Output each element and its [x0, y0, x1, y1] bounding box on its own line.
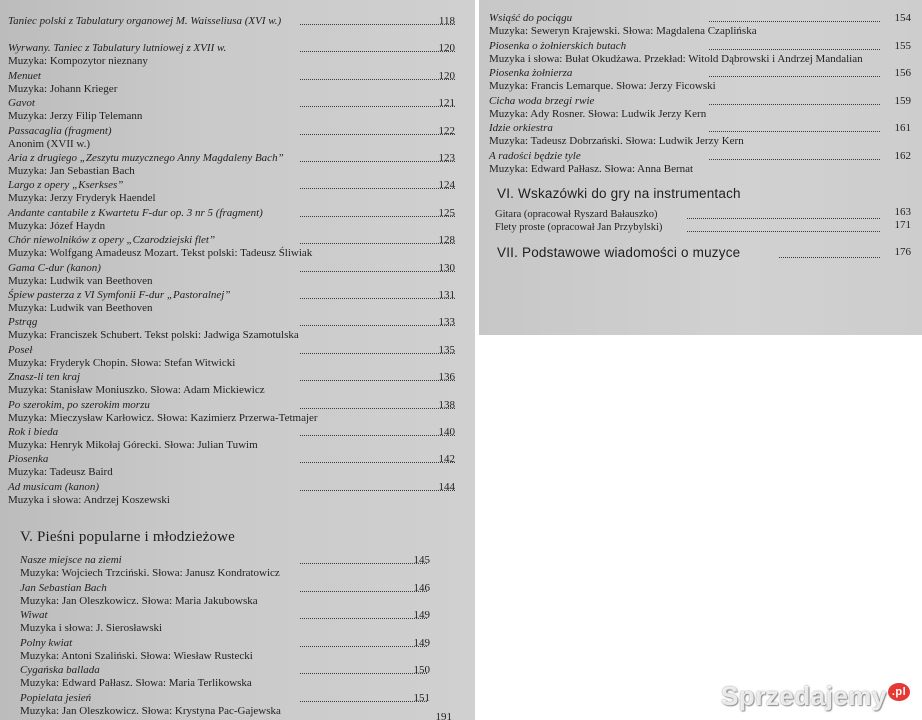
dot-leader — [709, 49, 880, 50]
entry-title: Po szerokim, po szerokim morzu — [8, 398, 150, 411]
entry-author: Muzyka: Tadeusz Baird — [8, 466, 113, 479]
page-number: 159 — [894, 94, 911, 107]
entry-title: Piosenka o żołnierskich butach — [489, 39, 627, 52]
page-number: 118 — [438, 15, 455, 27]
section-vii-heading: VII. Podstawowe wiadomości o muzyce — [497, 245, 741, 260]
entry-author: Muzyka: Antoni Szaliński. Słowa: Wiesław Rustecki — [20, 649, 253, 662]
footer-page-number: 191 — [435, 711, 452, 720]
page-number: 161 — [894, 122, 911, 134]
entry-author: Muzyka: Mieczysław Karłowicz. Słowa: Kazimierz Przerwa-Tetmajer — [8, 411, 318, 424]
page-number: 138 — [438, 398, 455, 411]
page-number: 156 — [894, 67, 911, 79]
dot-leader — [687, 218, 880, 219]
entry-title: Piosenka — [8, 453, 49, 466]
entry-author: Muzyka: Henryk Mikołaj Górecki. Słowa: Julian Tuwim — [8, 439, 258, 451]
page-number: 163 — [894, 206, 911, 218]
page-number: 120 — [438, 42, 455, 55]
entry-title: Idzie orkiestra — [489, 122, 553, 134]
page-number: 140 — [438, 426, 455, 438]
dot-leader — [709, 131, 880, 132]
page-number: 122 — [438, 124, 455, 137]
entry-title: Śpiew pasterza z VI Symfonii F-dur „Pastoralnej” — [8, 289, 231, 301]
entry-author: Muzyka: Edward Pałłasz. Słowa: Maria Terlikowska — [20, 677, 252, 689]
entry-author: Muzyka: Jan Oleszkowicz. Słowa: Krystyna Pac-Gajewska — [20, 704, 281, 717]
entry-title: Jan Sebastian Bach — [20, 581, 107, 594]
dot-leader — [709, 76, 880, 77]
page-number: 133 — [438, 316, 455, 329]
entry-title: Znasz-li ten kraj — [8, 371, 81, 384]
entry-title: Taniec polski z Tabulatury organowej M. Waisseliusa (XVI w.) — [8, 15, 282, 27]
entry-title: Wyrwany. Taniec z Tabulatury lutniowej z XVII w. — [8, 42, 227, 55]
dot-leader — [687, 231, 880, 232]
page-number: 146 — [413, 581, 430, 594]
entry-author: Muzyka: Jerzy Filip Telemann — [8, 110, 143, 123]
entry-title: Passacaglia (fragment) — [8, 124, 112, 137]
watermark-logo: Sprzedajemy .pl — [721, 681, 910, 712]
entry-title: Gama C-dur (kanon) — [8, 261, 101, 274]
entry-title: Pstrąg — [8, 316, 38, 329]
page-number: 154 — [894, 12, 911, 24]
entry-author: Muzyka: Jan Sebastian Bach — [8, 165, 135, 177]
dot-leader — [709, 159, 880, 160]
entry-title: Wiwat — [20, 609, 48, 621]
entry-title: Popielata jesień — [20, 691, 92, 704]
entry-author: Muzyka: Franciszek Schubert. Tekst polski: Jadwiga Szamotulska — [8, 329, 299, 342]
vi-entry-guitar: Gitara (opracował Ryszard Bałauszko) — [495, 209, 658, 220]
entry-title: Wsiąść do pociągu — [489, 12, 573, 24]
entry-title: Rok i bieda — [8, 426, 59, 438]
entry-author: Muzyka: Tadeusz Dobrzański. Słowa: Ludwik Jerzy Kern — [489, 135, 744, 147]
right-page — [479, 0, 922, 335]
entry-title: Andante cantabile z Kwartetu F-dur op. 3 nr 5 (fragment) — [8, 206, 263, 219]
entry-author: Muzyka: Józef Haydn — [8, 219, 106, 232]
entry-author: Muzyka: Stanisław Moniuszko. Słowa: Adam Mickiewicz — [8, 384, 265, 397]
page-number: 131 — [438, 289, 455, 301]
page-number: 149 — [413, 609, 430, 621]
entry-author: Muzyka i słowa: Andrzej Koszewski — [8, 493, 170, 506]
entry-author: Muzyka: Edward Pałłasz. Słowa: Anna Bernat — [489, 162, 694, 175]
entry-author: Muzyka: Jan Oleszkowicz. Słowa: Maria Jakubowska — [20, 594, 258, 607]
page-number: 124 — [438, 179, 455, 192]
entry-title: Menuet — [8, 69, 41, 82]
page-number: 125 — [438, 206, 455, 219]
entry-author: Muzyka: Wolfgang Amadeusz Mozart. Tekst polski: Tadeusz Śliwiak — [8, 247, 313, 260]
entry-title: Largo z opery „Kserkses” — [8, 179, 124, 192]
dot-leader — [779, 257, 880, 258]
page-number: 145 — [413, 554, 430, 566]
vi-entry-flutes: Flety proste (opracował Jan Przybylski) — [495, 222, 663, 233]
page-number: 171 — [894, 219, 911, 231]
entry-title: Cicha woda brzegi rwie — [489, 94, 595, 107]
entry-title: A radości będzie tyle — [489, 149, 581, 162]
entry-title: Polny kwiat — [20, 636, 73, 649]
page-number: 144 — [438, 480, 455, 493]
page-number: 136 — [438, 371, 455, 384]
entry-author: Muzyka: Seweryn Krajewski. Słowa: Magdalena Czaplińska — [489, 25, 757, 37]
entry-author: Muzyka: Ludwik van Beethoven — [8, 302, 153, 314]
entry-title: Chór niewolników z opery „Czarodziejski flet” — [8, 234, 216, 247]
entry-author: Muzyka: Ludwik van Beethoven — [8, 274, 153, 287]
page-number: 130 — [438, 261, 455, 274]
page-number: 120 — [438, 69, 455, 82]
page-number: 135 — [438, 343, 455, 356]
section-v-heading: V. Pieśni popularne i młodzieżowe — [20, 529, 236, 545]
entry-author: Muzyka i słowa: Bułat Okudżawa. Przekład: Witold Dąbrowski i Andrzej Mandalian — [489, 52, 863, 65]
page-number: 176 — [894, 246, 911, 258]
entry-author: Muzyka: Jerzy Fryderyk Haendel — [8, 192, 156, 205]
page-number: 150 — [413, 664, 430, 676]
entry-author: Muzyka: Kompozytor nieznany — [8, 55, 148, 68]
entry-author: Muzyka: Francis Lemarque. Słowa: Jerzy Ficowski — [489, 80, 716, 92]
entry-author: Muzyka: Johann Krieger — [8, 82, 118, 95]
page-number: 155 — [894, 39, 911, 52]
entry-title: Piosenka żołnierza — [489, 67, 573, 79]
entry-title: Aria z drugiego „Zeszytu muzycznego Anny Magdaleny Bach” — [8, 152, 284, 164]
page-number: 151 — [413, 691, 430, 704]
page-number: 162 — [894, 149, 911, 162]
dot-leader — [709, 21, 880, 22]
page-number: 123 — [438, 152, 455, 164]
entry-author: Muzyka i słowa: J. Sierosławski — [20, 622, 163, 634]
entry-author: Muzyka: Ady Rosner. Słowa: Ludwik Jerzy Kern — [489, 107, 707, 120]
page-number: 121 — [438, 97, 455, 110]
entry-author: Muzyka: Fryderyk Chopin. Słowa: Stefan Witwicki — [8, 356, 236, 369]
entry-title: Cygańska ballada — [20, 664, 100, 676]
section-vi-heading: VI. Wskazówki do gry na instrumentach — [497, 186, 741, 201]
entry-author: Anonim (XVII w.) — [8, 137, 91, 150]
entry-title: Poseł — [8, 343, 33, 356]
page-number: 128 — [438, 234, 455, 247]
page-number: 149 — [413, 636, 430, 649]
entry-title: Ad musicam (kanon) — [8, 480, 100, 493]
entry-title: Nasze miejsce na ziemi — [20, 554, 122, 566]
entry-author: Muzyka: Wojciech Trzciński. Słowa: Janusz Kondratowicz — [20, 567, 280, 579]
entry-title: Gavot — [8, 97, 35, 110]
dot-leader — [709, 104, 880, 105]
page-number: 142 — [438, 453, 455, 466]
